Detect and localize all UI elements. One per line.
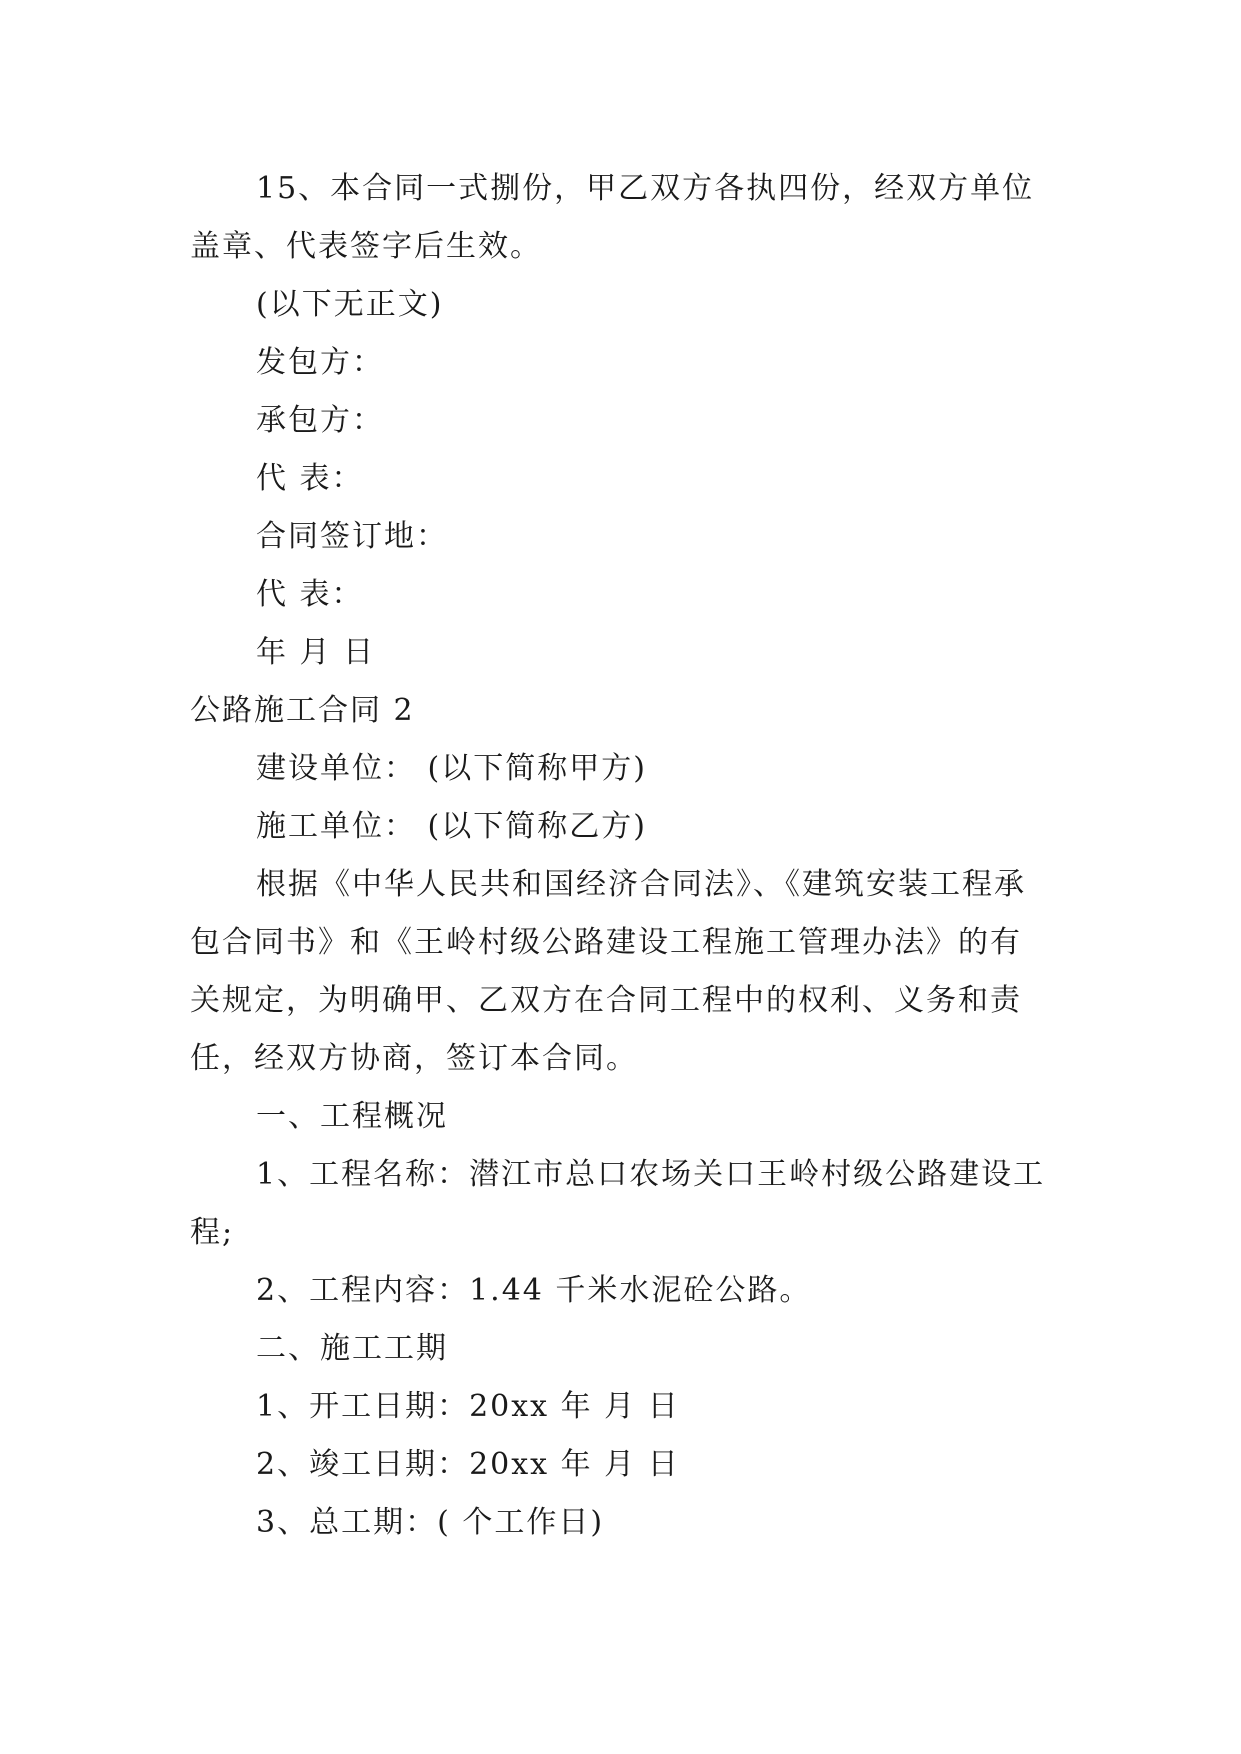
paragraph-representative-1: 代 表： [256, 461, 364, 496]
section-title: 公路施工合同 2 [190, 693, 415, 728]
paragraph-legal-basis: 根据《中华人民共和国经济合同法》、《建筑安装工程承包合同书》和《王岭村级公路建设工程施工管理办法》的有关规定，为明确甲、乙双方在合同工程中的权利、义务和责任，经双方协商，签订本合同。 [190, 867, 1026, 1076]
paragraph-date: 年 月 日 [256, 635, 376, 670]
paragraph-no-text-below: (以下无正文) [256, 287, 444, 322]
paragraph-project-name: 1、工程名称：潜江市总口农场关口王岭村级公路建设工程; [190, 1157, 1046, 1250]
heading-construction-period: 二、施工工期 [256, 1331, 448, 1366]
paragraph-project-content: 2、工程内容：1.44 千米水泥砼公路。 [256, 1273, 812, 1308]
paragraph-completion-date: 2、竣工日期：20xx 年 月 日 [256, 1447, 680, 1482]
paragraph-start-date: 1、开工日期：20xx 年 月 日 [256, 1389, 680, 1424]
paragraph-builder-unit: 施工单位： (以下简称乙方) [256, 809, 647, 844]
paragraph-construction-unit: 建设单位： (以下简称甲方) [256, 751, 647, 786]
document-body [190, 160, 1050, 1552]
paragraph-employer: 发包方： [256, 345, 384, 380]
paragraph-total-period: 3、总工期：( 个工作日) [256, 1505, 605, 1540]
paragraph-contract-copies: 15、本合同一式捌份，甲乙双方各执四份，经双方单位盖章、代表签字后生效。 [190, 171, 1035, 264]
paragraph-contractor: 承包方： [256, 403, 384, 438]
paragraph-representative-2: 代 表： [256, 577, 364, 612]
paragraph-signing-place: 合同签订地： [256, 519, 448, 554]
heading-project-overview: 一、工程概况 [256, 1099, 448, 1134]
